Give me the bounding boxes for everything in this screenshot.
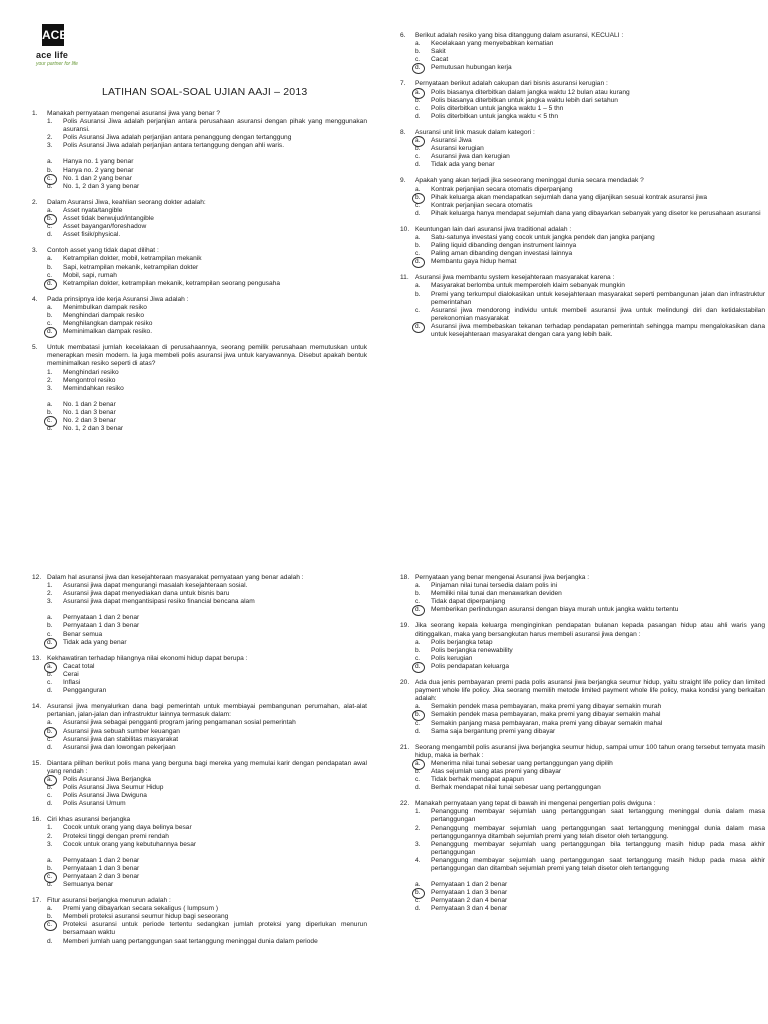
option-text: Masyarakat berlomba untuk memperoleh klaim sebanyak mungkin	[431, 282, 625, 290]
question-9	[400, 177, 765, 217]
question-number: 9.	[400, 177, 406, 185]
statement: Polis Asuransi Jiwa adalah perjanjian antara perusahaan asuransi dengan pihak yang menggunakan asuransi.	[63, 118, 367, 134]
option-text: No. 2 dan 3 benar	[63, 417, 116, 424]
option-text: Kontrak perjanjian secara otomatis	[431, 201, 533, 209]
option-letter: a.	[47, 614, 53, 622]
option-text: Polis kerugian	[431, 654, 473, 662]
question-7	[400, 80, 765, 120]
option-text: Cacat total	[63, 662, 95, 670]
option-letter: d.	[47, 425, 53, 433]
option-text: Membantu gaya hidup hemat	[431, 258, 517, 266]
question-number: 11.	[400, 274, 409, 282]
question-number: 22.	[400, 800, 410, 808]
option-letter: c.	[415, 654, 421, 662]
option-text: Atas sejumlah uang atas premi yang dibayar	[431, 767, 562, 775]
option-text: Meminimalkan dampak resiko.	[63, 328, 153, 336]
option-text: Polis biasanya diterbitkan dalam jangka waktu 12 bulan atau kurang	[431, 88, 630, 96]
option-text: Menerima nilai tunai sebesar uang pertanggungan yang dipilih	[431, 759, 613, 767]
question-text: Manakah pernyataan yang tepat di bawah ini mengenai pengertian polis dwiguna :	[415, 800, 656, 808]
option-text: Semuanya benar	[63, 881, 114, 888]
option-letter: c.	[47, 223, 53, 231]
option-text: Cerai	[63, 670, 79, 678]
option-text: Polis Asuransi Jiwa Seumur Hidup	[63, 784, 164, 792]
option-letter: c.	[415, 306, 421, 314]
ace-life-logo	[36, 24, 96, 78]
item-number: 3.	[47, 840, 53, 848]
option-text: Menghindari dampak resiko	[63, 311, 144, 319]
option-letter: d.	[47, 881, 53, 888]
option-text: Memiliki nilai tunai dan menawarkan deviden	[431, 590, 562, 598]
question-12	[32, 574, 367, 647]
item-number: 3.	[47, 384, 53, 392]
option-letter: b.	[47, 263, 53, 271]
option-text: No. 1 dan 2 yang benar	[63, 174, 132, 182]
option-text: Premi yang dibayarkan secara sekaligus ( lumpsum )	[63, 905, 219, 913]
question-17	[32, 897, 367, 946]
question-text: Jika seorang kepala keluarga menginginkan pendapatan bulanan kepada pasangan hidup atau ahli waris yang ditinggalkan, maka yang bersangkutan harus membeli asuransi jiwa dengan :	[415, 622, 765, 638]
option-letter-circled: a.	[415, 760, 431, 768]
option-text: Pernyataan 1 dan 2 benar	[63, 856, 140, 864]
column-right-2	[400, 574, 765, 921]
question-6	[400, 32, 765, 72]
option-letter-circled: b.	[47, 728, 63, 736]
option-text: Polis Asuransi Jiwa Dwiguna	[63, 792, 147, 800]
option-text: Tidak ada yang benar	[63, 638, 127, 646]
option-letter-circled: d.	[47, 639, 63, 647]
option-letter-circled: a.	[415, 137, 431, 145]
option-text: Memberikan perlindungan asuransi dengan biaya murah untuk jangka waktu tertentu	[431, 606, 679, 614]
option-text: Asuransi jiwa membebaskan tekanan terhadap pendapatan pemerintah sehingga mampu mengalokasikan dana untuk kesejahteraan masyarakat dengan cara yang lebih baik.	[431, 322, 765, 338]
option-text: Menghilangkan dampak resiko	[63, 320, 153, 328]
column-left-2	[32, 574, 367, 954]
option-text: No. 1 dan 3 benar	[63, 408, 116, 416]
question-number: 7.	[400, 80, 406, 88]
option-letter: c.	[415, 104, 421, 112]
question-11	[400, 274, 765, 339]
question-text: Keuntungan lain dari asuransi jiwa traditional adalah :	[415, 225, 572, 233]
question-16	[32, 816, 367, 889]
option-letter: d.	[47, 231, 53, 239]
option-letter-circled: d.	[47, 280, 63, 288]
option-letter: a.	[47, 719, 53, 727]
question-text: Contoh asset yang tidak dapat dilihat :	[47, 247, 159, 255]
option-letter: b.	[47, 408, 53, 416]
option-letter: a.	[47, 255, 53, 263]
option-text: Asuransi jiwa sebagai pengganti program jaring pengamanan sosial pemerintah	[63, 719, 296, 727]
option-text: Polis berjangka renewability	[431, 646, 513, 654]
option-letter: d.	[415, 161, 421, 169]
option-text: Asset fisik/physical.	[63, 231, 121, 239]
option-letter: c.	[415, 56, 421, 64]
option-letter: c.	[415, 250, 421, 258]
option-text: Paling aman dibanding dengan investasi lainnya	[431, 250, 573, 258]
item-number: 3.	[47, 598, 53, 606]
question-14	[32, 703, 367, 752]
option-letter: b.	[47, 311, 53, 319]
option-text: Pernyataan 1 dan 3 benar	[63, 622, 140, 630]
statement: Memindahkan resiko	[63, 384, 124, 392]
option-letter: d.	[47, 937, 53, 945]
option-letter: a.	[47, 905, 53, 913]
option-text: Semakin pendek masa pembayaran, maka premi yang dibayar semakin murah	[431, 703, 662, 711]
option-text: Sapi, ketrampilan mekanik, ketrampilan dokter	[63, 263, 199, 271]
statement: Cocok untuk orang yang daya belinya besar	[63, 824, 192, 832]
option-letter: c.	[415, 776, 421, 784]
option-text: Asset bayangan/foreshadow	[63, 223, 147, 231]
question-text: Ciri khas asuransi berjangka	[47, 816, 131, 824]
question-number: 16.	[32, 816, 42, 824]
question-number: 3.	[32, 247, 38, 255]
question-13	[32, 655, 367, 695]
option-letter: a.	[47, 856, 53, 864]
option-text: Semakin pendek masa pembayaran, maka premi yang dibayar semakin mahal	[431, 711, 661, 719]
option-text: Pernyataan 1 dan 2 benar	[63, 614, 140, 622]
ace-logo-mark: ACE	[42, 24, 64, 46]
question-text: Asuransi jiwa menyalurkan dana bagi pemerintah untuk membiayai pembangunan perumahan, alat-alat pertanian, jalan-jalan dan infrastruktur lainnya termasuk dalam:	[47, 703, 367, 719]
question-15	[32, 760, 367, 809]
option-letter: c.	[47, 792, 53, 800]
option-letter: a.	[47, 158, 53, 166]
logo-tagline: your partner for life	[36, 61, 78, 67]
question-text: Untuk membatasi jumlah kecelakaan di perusahaannya, seorang pemilik perusahaan memutuskan untuk menerapkan mesin modern. Ia juga membeli polis asuransi jiwa untuk karyawannya. Disebut apakah bentuk meminimalkan resiko seperti di atas?	[47, 344, 367, 368]
question-8	[400, 129, 765, 169]
option-letter: a.	[47, 400, 53, 408]
statement: Cocok untuk orang yang kebutuhannya besar	[63, 840, 197, 848]
option-text: Hanya no. 2 yang benar	[63, 166, 134, 174]
option-text: No. 1, 2 dan 3 benar	[63, 425, 124, 433]
option-letter: b.	[415, 590, 421, 598]
option-text: Pernyataan 2 dan 4 benar	[431, 897, 508, 905]
option-letter: b.	[47, 166, 53, 174]
option-letter: a.	[415, 638, 421, 646]
item-number: 1.	[415, 808, 421, 816]
item-number: 2.	[47, 590, 53, 598]
statement: Asuransi jiwa dapat menyediakan dana untuk bisnis baru	[63, 590, 230, 598]
option-letter-circled: c.	[47, 417, 63, 425]
option-text: Asuransi jiwa dan kerugian	[431, 153, 510, 161]
option-letter-circled: a.	[415, 89, 431, 97]
option-text: Pernyataan 1 dan 3 benar	[63, 864, 140, 872]
option-letter: d.	[415, 112, 421, 120]
question-number: 20.	[400, 679, 410, 687]
option-text: No. 1, 2 dan 3 yang benar	[63, 182, 140, 190]
logo-name: ace life	[36, 50, 69, 60]
option-text: Tidak ada yang benar	[431, 161, 495, 169]
option-letter: b.	[415, 145, 421, 153]
question-number: 6.	[400, 32, 406, 39]
exam-page-2	[0, 572, 768, 1024]
option-text: Premi yang terkumpul dialokasikan untuk kesejahteraan masyarakat seperti pembangunan jalan dan infrastruktur pemerintahan	[431, 290, 765, 306]
option-letter: b.	[415, 646, 421, 654]
option-text: Ketrampilan dokter, ketrampilan mekanik, ketrampilan seorang pengusaha	[63, 279, 280, 287]
question-18	[400, 574, 765, 614]
option-letter: a.	[415, 40, 421, 48]
question-number: 17.	[32, 897, 42, 905]
option-letter: b.	[47, 864, 53, 872]
question-text: Kekhawatiran terhadap hilangnya nilai ekonomi hidup dapat berupa :	[47, 654, 248, 662]
question-text: Apakah yang akan terjadi jika seseorang meninggal dunia secara mendadak ?	[415, 177, 644, 185]
option-letter: c.	[415, 201, 421, 209]
item-number: 1.	[47, 368, 53, 376]
option-letter: b.	[47, 670, 53, 678]
statement: Penanggung membayar sejumlah uang pertanggungan saat tertanggung masih hidup pada masa akhir pertanggungan dan ditambah sejumlah premi yang telah disetor oleh tertanggung	[431, 856, 765, 872]
item-number: 3.	[415, 840, 421, 848]
item-number: 2.	[415, 824, 421, 832]
question-number: 4.	[32, 295, 38, 303]
statement: Mengontrol resiko	[63, 376, 116, 384]
option-text: Berhak mendapat nilai tunai sebesar uang pertanggungan	[431, 784, 601, 792]
option-text: Pernyataan 2 dan 3 benar	[63, 872, 140, 880]
option-letter: d.	[415, 209, 421, 217]
option-text: Inflasi	[63, 679, 81, 687]
option-letter: b.	[415, 767, 421, 775]
question-22	[400, 800, 765, 913]
option-text: Proteksi asuransi untuk periode tertentu sedangkan jumlah proteksi yang diperlukan menurun bersamaan waktu	[63, 921, 367, 937]
column-left	[32, 110, 367, 441]
option-text: Polis pendapatan keluarga	[431, 662, 510, 670]
option-letter-circled: d.	[415, 64, 431, 72]
question-number: 8.	[400, 128, 406, 136]
option-text: Asuransi Jiwa	[431, 137, 472, 145]
question-number: 2.	[32, 198, 38, 206]
option-letter-circled: d.	[415, 258, 431, 266]
option-text: Polis Asuransi Umum	[63, 800, 126, 808]
option-letter-circled: b.	[415, 889, 431, 897]
option-text: No. 1 dan 2 benar	[63, 400, 116, 408]
question-21	[400, 744, 765, 793]
option-text: Mobil, sapi, rumah	[63, 271, 117, 279]
item-number: 2.	[47, 134, 53, 142]
option-letter: c.	[415, 719, 421, 727]
statement: Penanggung membayar sejumlah uang pertanggungan saat tertanggung meninggal dunia dalam masa pertanggungannya ditambah sejumlah premi yang telah disetor oleh tertanggung.	[431, 824, 765, 840]
item-number: 2.	[47, 376, 53, 384]
option-letter: b.	[415, 48, 421, 56]
option-text: Pernyataan 3 dan 4 benar	[431, 905, 508, 913]
option-letter: a.	[415, 582, 421, 590]
option-text: Asuransi jiwa dan stabilitas masyarakat	[63, 735, 179, 743]
question-text: Pernyataan berikut adalah cakupan dari bisnis asuransi kerugian :	[415, 80, 608, 88]
question-text: Asuransi jiwa membantu system kesejahteraan masyarakat karena :	[415, 274, 615, 282]
option-text: Tidak berhak mendapat apapun	[431, 776, 524, 784]
column-right	[400, 32, 765, 347]
option-letter-circled: b.	[415, 711, 431, 719]
option-letter-circled: d.	[415, 323, 431, 331]
option-text: Polis berjangka tetap	[431, 638, 493, 646]
option-text: Pihak keluarga hanya mendapat sejumlah dana yang dibayarkan sebanyak yang disetor ke perusahaan asuransi	[431, 209, 761, 217]
option-letter-circled: a.	[47, 663, 63, 671]
option-letter: c.	[47, 271, 53, 279]
item-number: 1.	[47, 118, 53, 126]
option-text: Ketrampilan dokter, mobil, ketrampilan mekanik	[63, 255, 202, 263]
option-text: Satu-satunya investasi yang cocok untuk jangka pendek dan jangka panjang	[431, 233, 655, 241]
option-letter: b.	[415, 290, 421, 298]
statement: Asuransi jiwa dapat mengurangi masalah kesejahteraan sosial.	[63, 582, 248, 590]
option-letter: c.	[47, 630, 53, 638]
option-letter: d.	[415, 905, 421, 913]
statement: Penanggung membayar sejumlah uang pertanggungan saat tertanggung meninggal dunia dalam masa pertanggungan	[431, 808, 765, 824]
statement: Menghindari resiko	[63, 368, 119, 376]
option-letter: c.	[47, 679, 53, 687]
question-4	[32, 296, 367, 336]
question-text: Dalam Asuransi Jiwa, keahlian seorang dokter adalah:	[47, 198, 206, 206]
option-text: Pinjaman nilai tunai tersedia dalam polis ini	[431, 582, 558, 590]
option-letter: a.	[415, 703, 421, 711]
option-letter: a.	[47, 206, 53, 214]
item-number: 1.	[47, 824, 53, 832]
option-letter: d.	[47, 800, 53, 808]
question-number: 1.	[32, 110, 38, 117]
option-text: Asset tidak berwujud/intangible	[63, 215, 154, 223]
option-text: Pemutusan hubungan kerja	[431, 64, 512, 72]
question-text: Fitur asuransi berjangka menurun adalah :	[47, 897, 171, 905]
item-number: 1.	[47, 582, 53, 590]
item-number: 3.	[47, 142, 53, 150]
question-number: 13.	[32, 654, 42, 662]
option-text: Pengganguran	[63, 687, 107, 695]
option-letter: b.	[47, 784, 53, 792]
option-letter: b.	[415, 242, 421, 250]
option-text: Asuransi jiwa dan lowongan pekerjaan	[63, 743, 176, 751]
option-letter-circled: c.	[47, 175, 63, 183]
option-letter-circled: c.	[47, 921, 63, 929]
option-letter: d.	[47, 687, 53, 695]
question-3	[32, 247, 367, 287]
option-text: Membeli proteksi asuransi seumur hidup bagi seseorang	[63, 913, 229, 921]
item-number: 2.	[47, 832, 53, 840]
option-letter: a.	[47, 303, 53, 311]
question-text: Seorang mengambil polis asuransi jiwa berjangka seumur hidup, sampai umur 100 tahun orang tersebut ternyata masih hidup, maka ia berhak :	[415, 743, 765, 759]
option-text: Cacat	[431, 56, 449, 64]
option-text: Pernyataan 1 dan 3 benar	[431, 889, 508, 897]
option-letter: c.	[47, 735, 53, 743]
option-text: Polis diterbitkan untuk jangka waktu < 5 thn	[431, 112, 559, 120]
option-text: Paling liquid dibanding dengan instrument lainnya	[431, 242, 577, 250]
option-letter-circled: c.	[47, 873, 63, 881]
item-number: 4.	[415, 856, 421, 864]
option-text: Hanya no. 1 yang benar	[63, 158, 134, 166]
question-20	[400, 679, 765, 736]
option-letter: c.	[415, 153, 421, 161]
option-text: Asuransi kerugian	[431, 145, 484, 153]
statement: Asuransi jiwa dapat mengantisipasi resiko financial bencana alam	[63, 598, 255, 606]
option-letter-circled: a.	[47, 776, 63, 784]
question-text: Berikut adalah resiko yang bisa ditanggung dalam asuransi, KECUALI :	[415, 32, 624, 39]
option-text: Benar semua	[63, 630, 103, 638]
option-letter-circled: d.	[415, 606, 431, 614]
option-letter: b.	[47, 913, 53, 921]
option-letter: c.	[415, 598, 421, 606]
question-text: Ada dua jenis pembayaran premi pada polis asuransi jiwa berjangka seumur hidup, yaitu straight life policy dan limited payment whole life policy. Jika seorang memilih metode limited payment whole life policy, maka kondisi yang berkaitan adalah:	[415, 679, 765, 703]
question-1	[32, 110, 367, 191]
question-19	[400, 622, 765, 671]
question-number: 14.	[32, 703, 42, 711]
question-number: 12.	[32, 574, 42, 581]
question-text: Dalam hal asuransi jiwa dan kesejahteraan masyarakat pernyataan yang benar adalah :	[47, 574, 304, 581]
question-number: 15.	[32, 759, 42, 767]
option-text: Polis biasanya diterbitkan untuk jangka waktu lebih dari setahun	[431, 96, 618, 104]
option-letter: d.	[415, 727, 421, 735]
option-text: Sakit	[431, 48, 446, 56]
option-letter: c.	[47, 320, 53, 328]
option-text: Tidak dapat diperpanjang	[431, 598, 506, 606]
option-letter: d.	[415, 784, 421, 792]
option-text: Memberi jumlah uang pertanggungan saat tertanggung meninggal dunia dalam periode	[63, 937, 318, 945]
question-text: Manakah pernyataan mengenai asuransi jiwa yang benar ?	[47, 110, 221, 117]
question-10	[400, 226, 765, 266]
option-letter-circled: b.	[415, 194, 431, 202]
question-2	[32, 199, 367, 239]
option-text: Menimbulkan dampak resiko	[63, 303, 147, 311]
option-text: Kontrak perjanjian secara otomatis diperpanjang	[431, 185, 573, 193]
question-text: Pada prinsipnya ide kerja Asuransi Jiwa adalah :	[47, 295, 189, 303]
question-text: Pernyataan yang benar mengenai Asuransi jiwa berjangka :	[415, 574, 590, 581]
statement: Proteksi tinggi dengan premi rendah	[63, 832, 169, 840]
option-letter: a.	[415, 185, 421, 193]
option-letter: b.	[415, 96, 421, 104]
option-text: Asuransi jiwa sebuah sumber keuangan	[63, 727, 180, 735]
question-number: 19.	[400, 622, 410, 630]
option-letter-circled: d.	[415, 663, 431, 671]
option-letter-circled: d.	[47, 328, 63, 336]
option-letter: d.	[47, 182, 53, 190]
option-letter: a.	[415, 282, 421, 290]
option-text: Semakin panjang masa pembayaran, maka premi yang dibayar semakin mahal	[431, 719, 663, 727]
question-text: Asuransi unit link masuk dalam kategori :	[415, 128, 535, 136]
option-text: Asuransi jiwa mendorong individu untuk membeli asuransi jiwa untuk melindungi diri dan ketidakstabilan perekonomian masyarakat	[431, 306, 765, 322]
option-letter: a.	[415, 881, 421, 889]
option-letter: c.	[415, 897, 421, 905]
question-number: 5.	[32, 344, 38, 352]
statement: Penanggung membayar sejumlah uang pertanggungan bila tertanggung masih hidup pada masa akhir pertanggungan	[431, 840, 765, 856]
question-text: Diantara pilihan berikut polis mana yang berguna bagi mereka yang memulai karir dengan pendapatan awal yang rendah :	[47, 759, 367, 775]
option-text: Pihak keluarga akan mendapatkan sejumlah dana yang dijanjikan sesuai kontrak asuransi jiwa	[431, 193, 708, 201]
option-letter: a.	[415, 233, 421, 241]
question-number: 10.	[400, 225, 410, 233]
option-text: Kecelakaan yang menyebabkan kematian	[431, 40, 554, 48]
question-5	[32, 344, 367, 433]
question-number: 18.	[400, 574, 410, 581]
option-text: Sama saja bergantung premi yang dibayar	[431, 727, 556, 735]
option-text: Polis Asuransi Jiwa Berjangka	[63, 775, 151, 783]
option-text: Asset nyata/tangible	[63, 206, 123, 214]
statement: Polis Asuransi Jiwa adalah perjanjian antara penanggung dengan tertanggung	[63, 134, 292, 142]
question-number: 21.	[400, 743, 410, 751]
option-letter-circled: b.	[47, 215, 63, 223]
option-letter: d.	[47, 743, 53, 751]
option-letter: b.	[47, 622, 53, 630]
option-text: Polis diterbitkan untuk jangka waktu 1 – 5 thn	[431, 104, 564, 112]
statement: Polis Asuransi Jiwa adalah perjanjian antara tertanggung dengan ahli waris.	[63, 142, 285, 150]
option-text: Pernyataan 1 dan 2 benar	[431, 881, 508, 889]
page-title: LATIHAN SOAL-SOAL UJIAN AAJI – 2013	[102, 86, 308, 98]
